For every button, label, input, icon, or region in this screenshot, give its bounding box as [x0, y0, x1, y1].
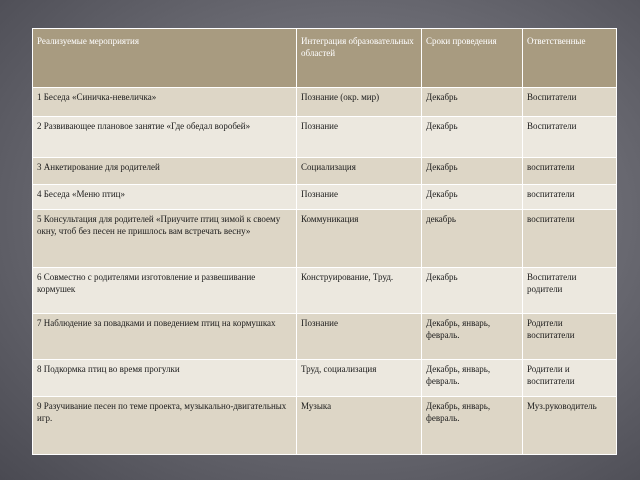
header-dates: Сроки проведения — [422, 29, 523, 88]
plan-table-container — [32, 28, 616, 452]
cell-dates: Декабрь — [422, 158, 523, 185]
header-responsible: Ответственные — [523, 29, 617, 88]
cell-dates: Декабрь, январь, февраль. — [422, 397, 523, 455]
table-row — [33, 397, 617, 455]
cell-integration: Познание (окр. мир) — [297, 88, 422, 117]
cell-dates: декабрь — [422, 210, 523, 268]
cell-responsible: воспитатели — [523, 210, 617, 268]
cell-integration: Социализация — [297, 158, 422, 185]
cell-responsible: Воспитатели родители — [523, 268, 617, 314]
cell-dates: Декабрь — [422, 185, 523, 210]
cell-dates: Декабрь, январь, февраль. — [422, 314, 523, 360]
cell-activity: 7 Наблюдение за повадками и поведением птиц на кормушках — [33, 314, 297, 360]
table-row — [33, 117, 617, 158]
cell-activity: 4 Беседа «Меню птиц» — [33, 185, 297, 210]
cell-responsible: воспитатели — [523, 158, 617, 185]
cell-activity: 2 Развивающее плановое занятие «Где обедал воробей» — [33, 117, 297, 158]
cell-activity: 9 Разучивание песен по теме проекта, музыкально-двигательных игр. — [33, 397, 297, 455]
cell-responsible: Муз.руководитель — [523, 397, 617, 455]
header-activities: Реализуемые мероприятия — [33, 29, 297, 88]
cell-integration: Конструирование, Труд. — [297, 268, 422, 314]
table-row — [33, 185, 617, 210]
cell-responsible: Родители воспитатели — [523, 314, 617, 360]
cell-integration: Музыка — [297, 397, 422, 455]
cell-integration: Коммуникация — [297, 210, 422, 268]
table-row — [33, 314, 617, 360]
table-row — [33, 88, 617, 117]
cell-integration: Познание — [297, 185, 422, 210]
table-row — [33, 268, 617, 314]
table-row — [33, 360, 617, 397]
cell-responsible: Воспитатели — [523, 117, 617, 158]
table-header-row — [33, 29, 617, 88]
cell-activity: 5 Консультация для родителей «Приучите птиц зимой к своему окну, чтоб без песен не пришлось вам встречать весну» — [33, 210, 297, 268]
cell-dates: Декабрь — [422, 117, 523, 158]
cell-dates: Декабрь, январь, февраль. — [422, 360, 523, 397]
plan-table — [32, 28, 617, 455]
cell-dates: Декабрь — [422, 88, 523, 117]
cell-integration: Познание — [297, 314, 422, 360]
cell-integration: Труд, социализация — [297, 360, 422, 397]
table-row — [33, 210, 617, 268]
cell-activity: 1 Беседа «Синичка-невеличка» — [33, 88, 297, 117]
cell-activity: 3 Анкетирование для родителей — [33, 158, 297, 185]
cell-responsible: воспитатели — [523, 185, 617, 210]
cell-dates: Декабрь — [422, 268, 523, 314]
cell-integration: Познание — [297, 117, 422, 158]
table-row — [33, 158, 617, 185]
cell-responsible: Воспитатели — [523, 88, 617, 117]
cell-responsible: Родители и воспитатели — [523, 360, 617, 397]
cell-activity: 6 Совместно с родителями изготовление и развешивание кормушек — [33, 268, 297, 314]
cell-activity: 8 Подкормка птиц во время прогулки — [33, 360, 297, 397]
header-integration: Интеграция образовательных областей — [297, 29, 422, 88]
